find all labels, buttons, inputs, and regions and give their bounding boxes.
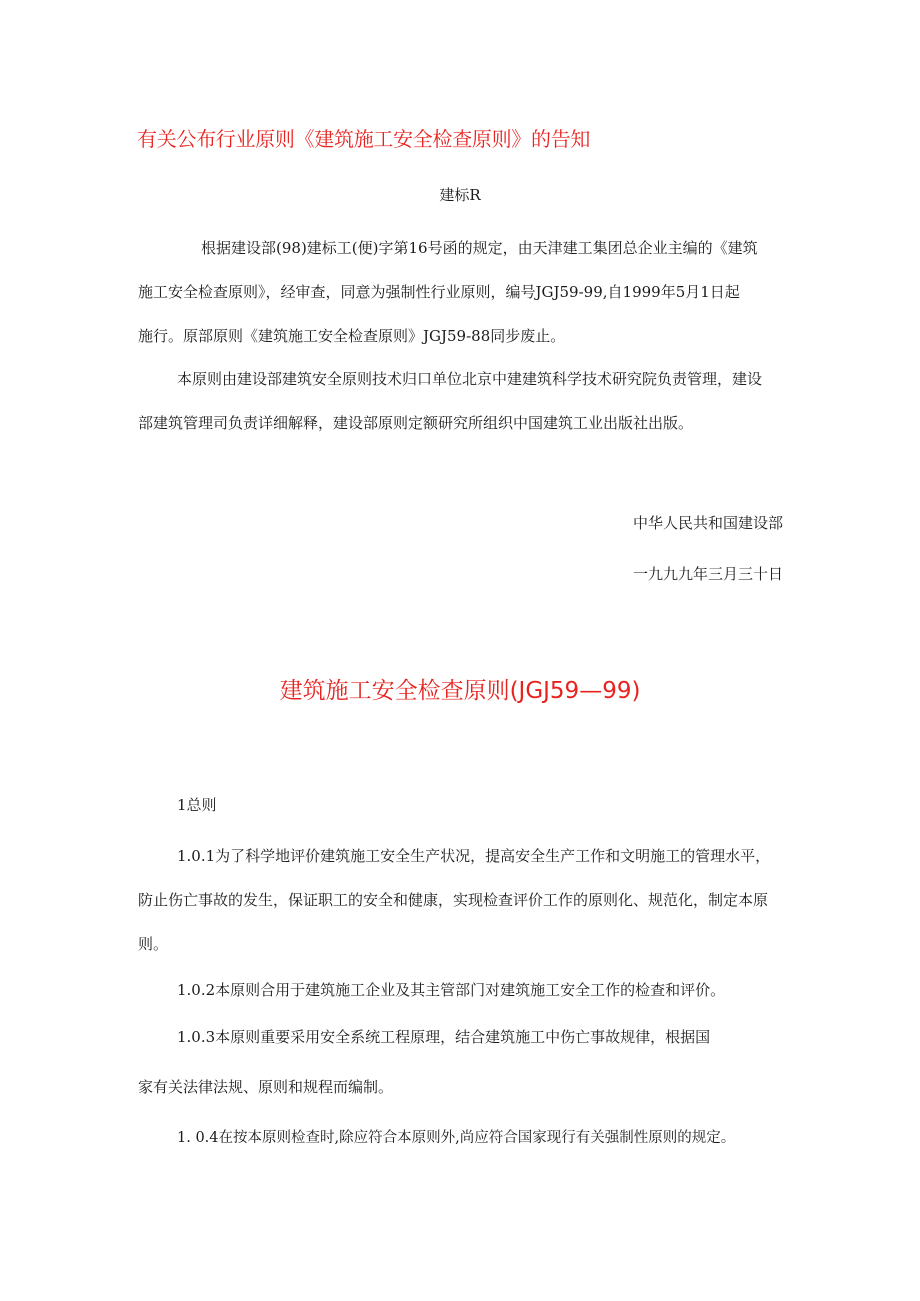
paragraph-line: 本原则由建设部建筑安全原则技术归口单位北京中建建筑科学技术研究院负责管理，建设	[177, 370, 763, 388]
clause-1-0-2: 1.0.2本原则合用于建筑施工企业及其主管部门对建筑施工安全工作的检查和评价。	[177, 981, 726, 999]
clause-line: 则。	[138, 935, 169, 953]
paragraph-line: 施行。原部原则《建筑施工安全检查原则》JGJ59-88同步废止。	[138, 327, 566, 345]
clause-line: 防止伤亡事故的发生，保证职工的安全和健康，实现检查评价工作的原则化、规范化，制定本原	[138, 891, 769, 909]
document-number: 建标R	[439, 186, 481, 204]
clause-1-0-3-line-1: 1.0.3本原则重要采用安全系统工程原理，结合建筑施工中伤亡事故规律，根据国	[177, 1028, 711, 1046]
clause-1-0-1	[138, 834, 784, 966]
signature-date: 一九九九年三月三十日	[632, 565, 783, 583]
clause-line: 1.0.1为了科学地评价建筑施工安全生产状况，提高安全生产工作和文明施工的管理水平，	[177, 847, 771, 865]
signature-organization: 中华人民共和国建设部	[632, 514, 783, 532]
paragraph-line: 根据建设部(98)建标工(便)字第16号函的规定，由天津建工集团总企业主编的《建筑	[201, 239, 758, 257]
standard-title: 建筑施工安全检查原则(JGJ59—99)	[279, 678, 641, 704]
paragraph-line: 施工安全检查原则》，经审查，同意为强制性行业原则，编号JGJ59-99,自1999年5月1日起	[138, 283, 740, 301]
clause-1-0-3-line-2: 家有关法律法规、原则和规程而编制。	[138, 1078, 394, 1096]
section-heading: 1总则	[177, 796, 217, 814]
paragraph-line: 部建筑管理司负责详细解释，建设部原则定额研究所组织中国建筑工业出版社出版。	[138, 414, 694, 432]
clause-1-0-4: 1. 0.4在按本原则检查时,除应符合本原则外,尚应符合国家现行有关强制性原则的规定。	[177, 1130, 736, 1146]
notice-paragraph-2	[138, 357, 784, 445]
notice-title: 有关公布行业原则《建筑施工安全检查原则》的告知	[137, 127, 591, 151]
notice-paragraph-1	[138, 226, 784, 358]
